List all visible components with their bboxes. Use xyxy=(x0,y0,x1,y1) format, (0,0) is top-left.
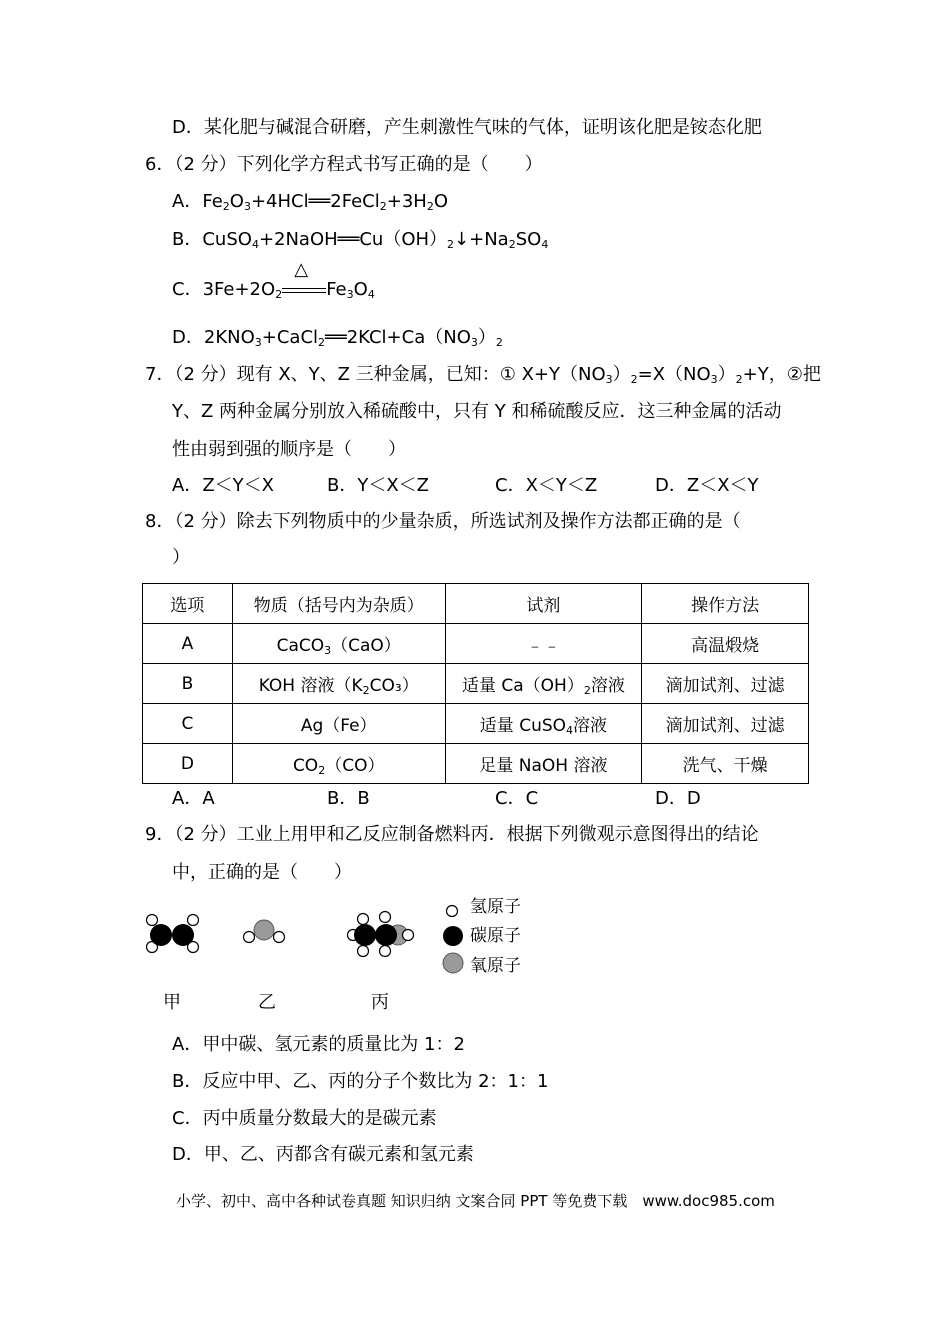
cell-reagent: 适量 CuSO$_4$溶液 xyxy=(445,704,642,744)
header-option: 选项 xyxy=(143,584,233,624)
page-footer: 小学、初中、高中各种试卷真题 知识归纳 文案合同 PPT 等免费下载 www.doc985.com xyxy=(176,1192,775,1210)
cell-method: 滴加试剂、过滤 xyxy=(642,664,809,704)
table-row xyxy=(143,744,809,784)
q6-option-b: B．$CuSO_4+2NaOH══Cu(OH)_2↓+Na_2SO_4$ xyxy=(172,229,549,251)
molecule-jia xyxy=(147,915,199,953)
q7-option-a: A．Z＜Y＜X xyxy=(172,475,274,496)
q9-option-c: C．丙中质量分数最大的是碳元素 xyxy=(172,1108,437,1129)
table-row xyxy=(143,624,809,664)
carbon-atom-icon xyxy=(443,926,463,946)
q8-stem-line1: 8．（2 分）除去下列物质中的少量杂质，所选试剂及操作方法都正确的是（ xyxy=(145,511,741,532)
q7-stem-line1: 7．（2 分）现有 X、Y、Z 三种金属，已知：① $X+Y(NO_3)_2=X(NO_3)_2+Y$，②把 xyxy=(145,364,821,386)
legend-carbon-label: 碳原子 xyxy=(470,926,521,946)
equals-line-bottom xyxy=(282,292,326,293)
cell-method: 洗气、干燥 xyxy=(642,744,809,784)
cell-method: 高温煅烧 xyxy=(642,624,809,664)
molecule-label-yi: 乙 xyxy=(258,992,276,1013)
q7-option-d: D．Z＜X＜Y xyxy=(655,475,759,496)
legend-hydrogen-label: 氢原子 xyxy=(470,897,521,917)
q9-stem-line1: 9．（2 分）工业上用甲和乙反应制备燃料丙．根据下列微观示意图得出的结论 xyxy=(145,824,759,845)
q6-option-a: A．$Fe_2O_3+4HCl══2FeCl_2+3H_2O$ xyxy=(172,191,448,213)
q8-option-c: C．C xyxy=(495,788,539,809)
q8-stem-line2: ） xyxy=(172,547,190,568)
cell-reagent: ﹣﹣ xyxy=(445,624,642,664)
molecule-label-jia: 甲 xyxy=(163,992,181,1013)
cell-option: C xyxy=(143,704,233,744)
q7-option-c: C．X＜Y＜Z xyxy=(495,475,598,496)
q8-options-table xyxy=(142,583,809,784)
q9-option-b: B．反应中甲、乙、丙的分子个数比为 2：1：1 xyxy=(172,1071,549,1092)
q7-stem-line3: 性由弱到强的顺序是（ ） xyxy=(172,439,406,460)
q9-option-d: D．甲、乙、丙都含有碳元素和氢元素 xyxy=(172,1144,474,1165)
header-method: 操作方法 xyxy=(642,584,809,624)
q9-stem-line2: 中，正确的是（ ） xyxy=(172,862,352,883)
oxygen-atom-icon xyxy=(443,953,463,973)
cell-option: A xyxy=(143,624,233,664)
q7-option-b: B．Y＜X＜Z xyxy=(327,475,430,496)
header-reagent: 试剂 xyxy=(445,584,642,624)
molecule-label-bing: 丙 xyxy=(371,992,389,1013)
cell-option: D xyxy=(143,744,233,784)
equals-line-top xyxy=(282,288,326,289)
delta-icon: △ xyxy=(294,259,309,280)
q8-option-b: B．B xyxy=(327,788,370,809)
q8-option-a: A．A xyxy=(172,788,215,809)
hydrogen-atom-icon xyxy=(447,906,458,917)
legend-oxygen-label: 氧原子 xyxy=(470,956,521,976)
q8-option-d: D．D xyxy=(655,788,701,809)
heating-condition xyxy=(282,259,326,302)
q9-option-a: A．甲中碳、氢元素的质量比为 1：2 xyxy=(172,1034,465,1055)
cell-substance: KOH 溶液$(K_2CO_3)$ xyxy=(232,664,445,704)
table-row xyxy=(143,704,809,744)
cell-method: 滴加试剂、过滤 xyxy=(642,704,809,744)
q6-stem: 6．（2 分）下列化学方程式书写正确的是（ ） xyxy=(145,154,543,175)
table-row xyxy=(143,664,809,704)
q6-option-c: C．$3Fe+2O_2$ △ $Fe_3O_4$ xyxy=(172,259,375,301)
cell-reagent: 足量 NaOH 溶液 xyxy=(445,744,642,784)
cell-substance: $CO_2(CO)$ xyxy=(232,744,445,784)
table-header-row xyxy=(143,584,809,624)
q5-option-d: D．某化肥与碱混合研磨，产生刺激性气味的气体，证明该化肥是铵态化肥 xyxy=(172,117,762,138)
molecule-yi xyxy=(244,920,285,943)
cell-reagent: 适量 $Ca(OH)_2$溶液 xyxy=(445,664,642,704)
cell-option: B xyxy=(143,664,233,704)
cell-substance: Ag（Fe） xyxy=(232,704,445,744)
q6-option-d: D．$2KNO_3+CaCl_2══2KCl+Ca(NO_3)_2$ xyxy=(172,327,503,349)
q7-stem-line2: Y、Z 两种金属分别放入稀硫酸中，只有 Y 和稀硫酸反应．这三种金属的活动 xyxy=(172,401,782,422)
molecule-bing xyxy=(348,912,414,957)
header-substance: 物质（括号内为杂质） xyxy=(232,584,445,624)
cell-substance: CaCO$_3$（CaO） xyxy=(232,624,445,664)
